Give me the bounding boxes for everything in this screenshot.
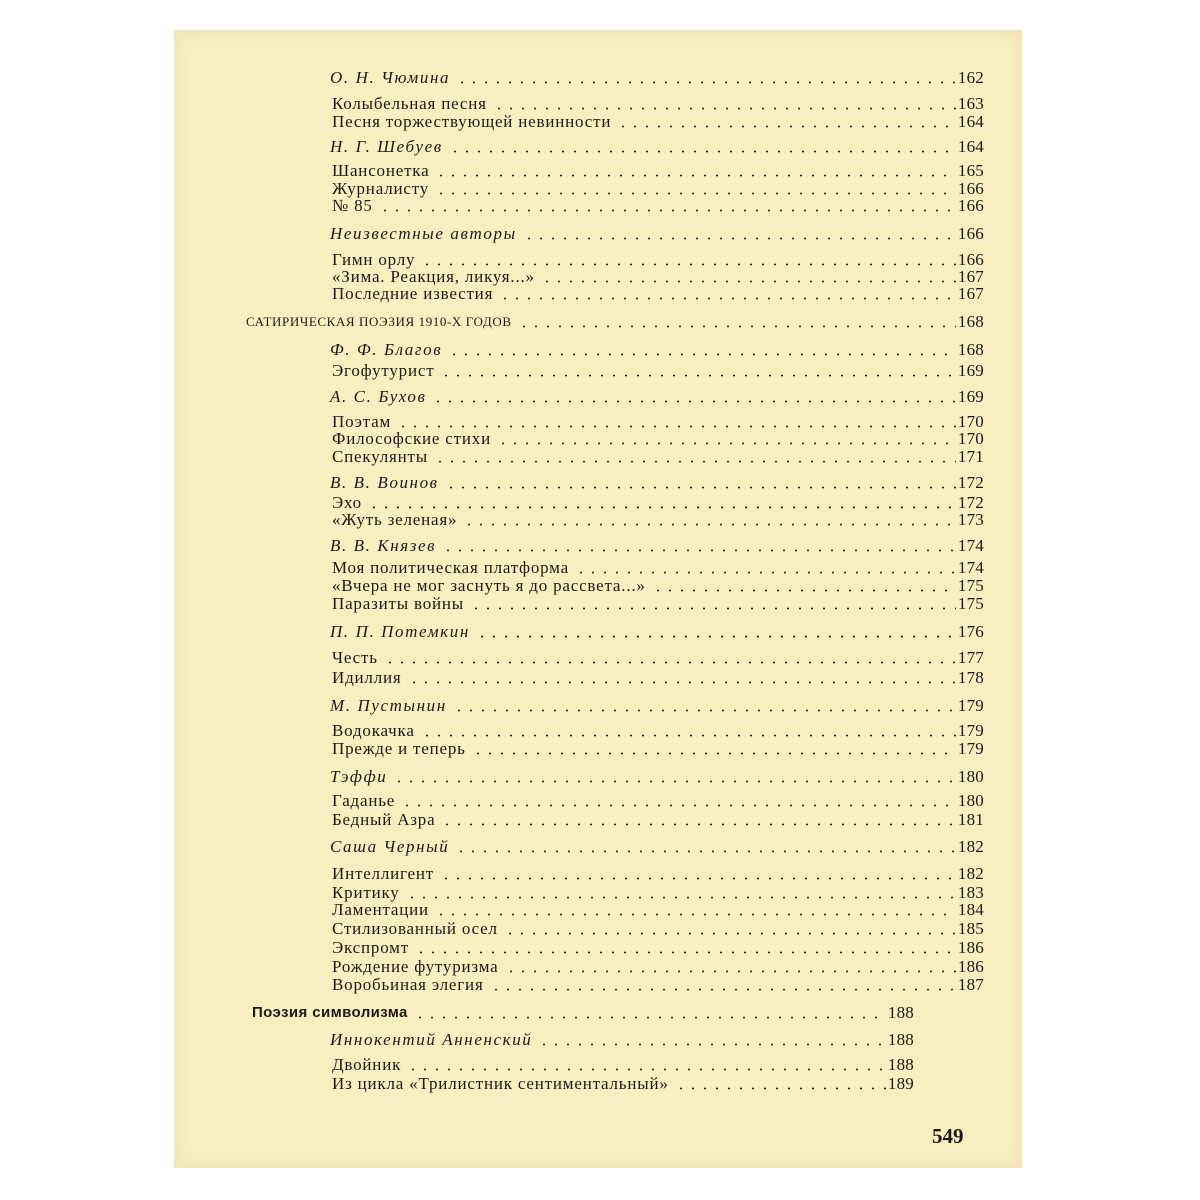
poem-title: Экспромт (332, 938, 409, 957)
entry-page-number: 178 (957, 668, 984, 687)
entry-page-number: 177 (957, 648, 984, 667)
poem-title: Водокачка (332, 721, 415, 740)
entry-page-number: 163 (957, 94, 984, 113)
entry-page-number: 176 (957, 622, 984, 641)
entry-page-number: 187 (957, 975, 984, 994)
toc-entry (332, 360, 984, 380)
dot-leader (433, 913, 956, 916)
poem-title: Гаданье (332, 791, 396, 810)
entry-page-number: 167 (957, 267, 984, 286)
toc-entry (332, 509, 984, 529)
entry-page-number: 172 (957, 493, 984, 512)
author-name: П. П. Потемкин (330, 622, 470, 641)
dot-leader (432, 460, 956, 463)
poem-title: Гимн орлу (332, 250, 416, 269)
dot-leader (433, 174, 955, 177)
dot-leader (491, 107, 956, 110)
toc-entry (332, 899, 984, 919)
poem-title: Бедный Азра (332, 810, 436, 829)
dot-leader (377, 209, 956, 212)
dot-leader (502, 932, 956, 935)
toc-entry (332, 863, 984, 883)
entry-page-number: 171 (957, 447, 984, 466)
entry-page-number: 188 (887, 1055, 914, 1074)
dot-leader (454, 81, 956, 84)
poem-title: «Вчера не мог заснуть я до рассвета...» (332, 576, 646, 595)
toc-entry (252, 1002, 914, 1022)
entry-page-number: 169 (957, 361, 984, 380)
entry-page-number: 165 (957, 161, 984, 180)
poem-title: Спекулянты (332, 447, 429, 466)
toc-entry (330, 136, 984, 156)
toc-entry (332, 956, 984, 976)
entry-page-number: 179 (957, 739, 984, 758)
book-page (174, 30, 1022, 1168)
toc-entry (330, 621, 984, 641)
toc-entry (330, 386, 984, 406)
dot-leader (521, 237, 956, 240)
dot-leader (673, 1087, 886, 1090)
poem-title: Воробьиная элегия (332, 975, 484, 994)
dot-leader (470, 752, 956, 755)
toc-entry (332, 111, 984, 131)
author-name: Тэффи (330, 767, 388, 786)
poem-title: Двойник (332, 1055, 402, 1074)
entry-page-number: 166 (957, 196, 984, 215)
toc-entry (332, 446, 984, 466)
author-name: Саша Черный (330, 837, 450, 856)
toc-entry (330, 766, 984, 786)
entry-page-number: 173 (957, 510, 984, 529)
entry-page-number: 167 (957, 284, 984, 303)
poem-title: Журналисту (332, 179, 430, 198)
entry-page-number: 162 (957, 68, 984, 87)
poem-title: Эхо (332, 493, 362, 512)
author-name: В. В. Князев (330, 536, 437, 555)
dot-leader (503, 970, 956, 973)
entry-page-number: 189 (887, 1074, 914, 1093)
dot-leader (536, 1043, 885, 1046)
poem-title: Из цикла «Трилистник сентиментальный» (332, 1074, 669, 1093)
entry-page-number: 169 (957, 387, 984, 406)
dot-leader (438, 374, 955, 377)
toc-entry (332, 1073, 914, 1093)
dot-leader (497, 297, 956, 300)
toc-entry (332, 790, 984, 810)
dot-leader (439, 823, 955, 826)
dot-leader (474, 635, 956, 638)
dot-leader (453, 850, 956, 853)
poem-title: Эгофутурист (332, 361, 435, 380)
dot-leader (419, 734, 956, 737)
toc-entry (246, 311, 984, 331)
dot-leader (382, 661, 956, 664)
poem-title: № 85 (332, 196, 373, 215)
entry-page-number: 174 (957, 558, 984, 577)
dot-leader (438, 877, 956, 880)
entry-page-number: 170 (957, 429, 984, 448)
entry-page-number: 182 (957, 864, 984, 883)
poem-title: Рождение футуризма (332, 957, 499, 976)
entry-page-number: 184 (957, 900, 984, 919)
entry-page-number: 166 (957, 250, 984, 269)
author-name: О. Н. Чюмина (330, 68, 451, 87)
dot-leader (413, 951, 956, 954)
toc-entry (332, 918, 984, 938)
poem-title: Песня торжествующей невинности (332, 112, 612, 131)
entry-page-number: 175 (957, 576, 984, 595)
dot-leader (488, 988, 956, 991)
entry-page-number: 175 (957, 594, 984, 613)
entry-page-number: 181 (957, 810, 984, 829)
poem-title: Идиллия (332, 668, 402, 687)
entry-page-number: 168 (957, 340, 984, 359)
author-name: Н. Г. Шебуев (330, 137, 443, 156)
toc-entry (332, 738, 984, 758)
poem-title: Критику (332, 883, 400, 902)
entry-page-number: 186 (957, 938, 984, 957)
dot-leader (391, 780, 956, 783)
toc-entry (332, 428, 984, 448)
dot-leader (461, 523, 956, 526)
poem-title: Последние известия (332, 284, 494, 303)
toc-entry (330, 339, 984, 359)
toc-entry (330, 223, 984, 243)
toc-entry (332, 974, 984, 994)
toc-entry (332, 720, 984, 740)
poem-title: Моя политическая платформа (332, 558, 569, 577)
poem-title: Стилизованный осел (332, 919, 498, 938)
entry-page-number: 179 (957, 696, 984, 715)
dot-leader (447, 150, 956, 153)
entry-page-number: 180 (957, 767, 984, 786)
section-heading: Поэзия символизма (252, 1004, 408, 1021)
dot-leader (451, 709, 956, 712)
entry-page-number: 179 (957, 721, 984, 740)
poem-title: Колыбельная песня (332, 94, 487, 113)
poem-title: Поэтам (332, 412, 392, 431)
toc-entry (332, 195, 984, 215)
toc-entry (332, 647, 984, 667)
entry-page-number: 164 (957, 137, 984, 156)
toc-entry (332, 937, 984, 957)
author-name: Ф. Ф. Благов (330, 340, 443, 359)
dot-leader (573, 571, 956, 574)
toc-entry (330, 472, 984, 492)
dot-leader (468, 607, 956, 610)
toc-entry (330, 67, 984, 87)
author-name: М. Пустынин (330, 696, 447, 715)
author-name: В. В. Воинов (330, 473, 439, 492)
dot-leader (615, 125, 956, 128)
dot-leader (516, 325, 956, 328)
poem-title: Интеллигент (332, 864, 435, 883)
entry-page-number: 180 (957, 791, 984, 810)
dot-leader (399, 804, 956, 807)
entry-page-number: 188 (887, 1030, 914, 1049)
entry-page-number: 188 (887, 1003, 914, 1022)
toc-entry (330, 695, 984, 715)
toc-entry (332, 557, 984, 577)
poem-title: «Зима. Реакция, ликуя...» (332, 267, 535, 286)
entry-page-number: 170 (957, 412, 984, 431)
toc-entry (332, 667, 984, 687)
entry-page-number: 168 (957, 312, 984, 331)
entry-page-number: 172 (957, 473, 984, 492)
author-name: Иннокентий Анненский (330, 1030, 533, 1049)
poem-title: Шансонетка (332, 161, 430, 180)
section-heading: САТИРИЧЕСКАЯ ПОЭЗИЯ 1910-Х ГОДОВ (246, 314, 512, 329)
dot-leader (406, 681, 956, 684)
entry-page-number: 166 (957, 179, 984, 198)
dot-leader (430, 400, 955, 403)
poem-title: Паразиты войны (332, 594, 465, 613)
entry-page-number: 185 (957, 919, 984, 938)
dot-leader (412, 1016, 886, 1019)
dot-leader (446, 353, 956, 356)
entry-page-number: 174 (957, 536, 984, 555)
toc-entry (332, 283, 984, 303)
poem-title: Честь (332, 648, 378, 667)
dot-leader (650, 589, 956, 592)
author-name: Неизвестные авторы (330, 224, 517, 243)
toc-entry (330, 1029, 914, 1049)
toc-entry (332, 1054, 914, 1074)
entry-page-number: 186 (957, 957, 984, 976)
poem-title: Прежде и теперь (332, 739, 466, 758)
entry-page-number: 164 (957, 112, 984, 131)
toc-entry (332, 93, 984, 113)
entry-page-number: 166 (957, 224, 984, 243)
entry-page-number: 182 (957, 837, 984, 856)
toc-entry (332, 575, 984, 595)
poem-title: «Жуть зеленая» (332, 510, 458, 529)
entry-page-number: 183 (957, 883, 984, 902)
toc-entry (330, 836, 984, 856)
dot-leader (495, 442, 956, 445)
dot-leader (443, 486, 956, 489)
page-number: 549 (932, 1124, 964, 1148)
toc-entry (330, 535, 984, 555)
toc-entry (332, 593, 984, 613)
dot-leader (440, 549, 956, 552)
author-name: А. С. Бухов (330, 387, 427, 406)
dot-leader (405, 1068, 886, 1071)
toc-entry (332, 160, 984, 180)
poem-title: Ламентации (332, 900, 429, 919)
poem-title: Философские стихи (332, 429, 491, 448)
toc-entry (332, 809, 984, 829)
